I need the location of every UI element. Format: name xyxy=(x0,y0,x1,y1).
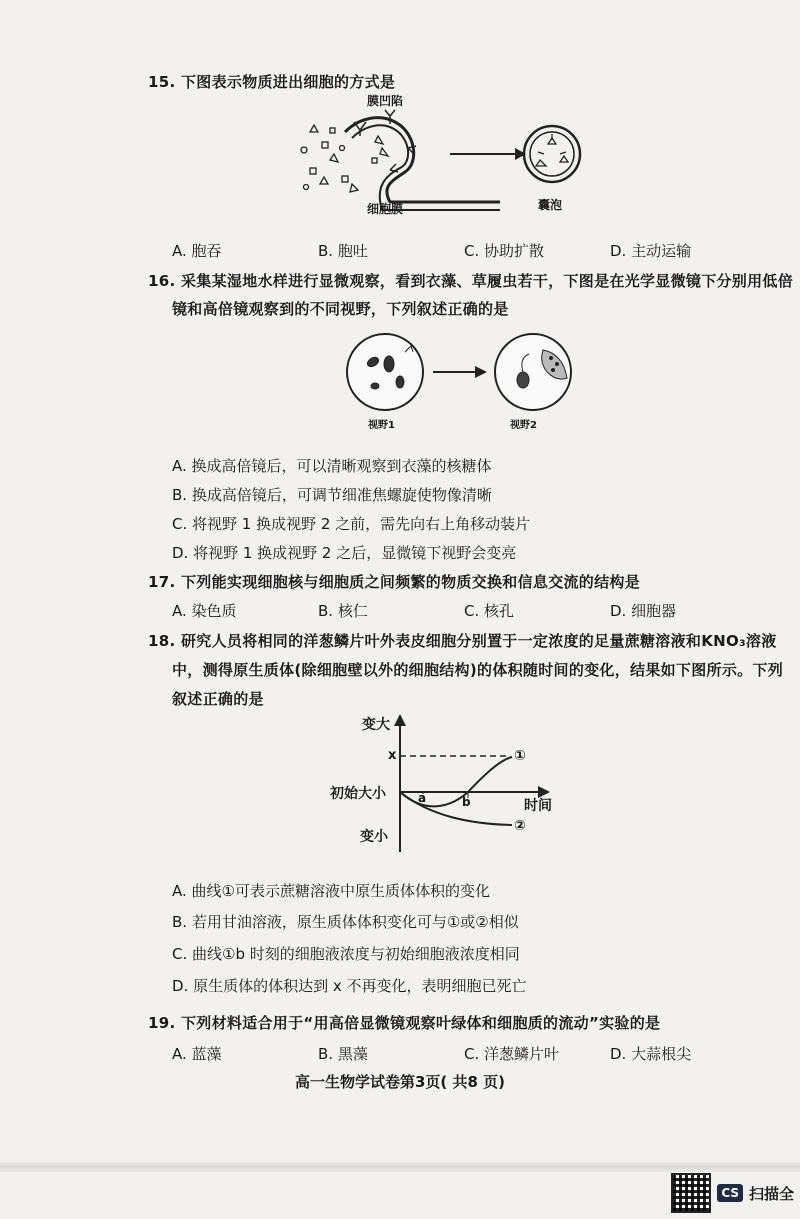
q17-option-d: D. 细胞器 xyxy=(610,602,677,620)
graph-point-b: b xyxy=(462,795,471,809)
graph-point-a: a xyxy=(418,791,427,805)
graph-x-axis: 时间 xyxy=(524,798,552,814)
scanner-watermark xyxy=(671,1173,794,1213)
page-footer: 高一生物学试卷第3页( 共8 页) xyxy=(294,1073,506,1091)
q18-stem-3: 叙述正确的是 xyxy=(172,690,264,708)
q16-option-b: B. 换成高倍镜后，可调节细准焦螺旋使物像清晰 xyxy=(172,486,492,504)
scan-edge xyxy=(0,1162,800,1172)
graph-curve2-label: ② xyxy=(514,818,526,834)
q19-option-d: D. 大蒜根尖 xyxy=(610,1045,692,1063)
qr-code-icon xyxy=(671,1173,711,1213)
q18-option-b: B. 若用甘油溶液，原生质体体积变化可与①或②相似 xyxy=(172,913,519,931)
q16-option-c: C. 将视野 1 换成视野 2 之前，需先向右上角移动装片 xyxy=(172,515,531,533)
q15-option-b: B. 胞吐 xyxy=(318,242,368,260)
label-membrane: 细胞膜 xyxy=(367,202,404,216)
graph-x-mark: x xyxy=(388,748,397,763)
q16-option-d: D. 将视野 1 换成视野 2 之后，显微镜下视野会变亮 xyxy=(172,544,517,562)
q16-option-a: A. 换成高倍镜后，可以清晰观察到衣藻的核糖体 xyxy=(172,457,492,475)
scanner-text: 扫描全 xyxy=(748,1184,794,1203)
q18-stem-1: 18. 研究人员将相同的洋葱鳞片叶外表皮细胞分别置于一定浓度的足量蔗糖溶液和KNO₃溶液 xyxy=(148,632,777,650)
label-view1: 视野1 xyxy=(368,420,395,431)
q19-option-c: C. 洋葱鳞片叶 xyxy=(464,1045,560,1063)
q17-stem: 17. 下列能实现细胞核与细胞质之间频繁的物质交换和信息交流的结构是 xyxy=(148,573,640,591)
q17-option-c: C. 核孔 xyxy=(464,602,515,620)
q19-stem: 19. 下列材料适合用于“用高倍显微镜观察叶绿体和细胞质的流动”实验的是 xyxy=(148,1014,661,1032)
label-pit: 膜凹陷 xyxy=(367,94,404,108)
q15-stem: 15. 下图表示物质进出细胞的方式是 xyxy=(148,73,396,91)
q15-option-d: D. 主动运输 xyxy=(610,242,692,260)
q16-figure xyxy=(345,330,575,430)
q17-option-a: A. 染色质 xyxy=(172,602,237,620)
label-vesicle: 囊泡 xyxy=(538,198,563,212)
q17-option-b: B. 核仁 xyxy=(318,602,368,620)
label-view2: 视野2 xyxy=(510,420,537,431)
q15-option-a: A. 胞吞 xyxy=(172,242,222,260)
q18-option-a: A. 曲线①可表示蔗糖溶液中原生质体体积的变化 xyxy=(172,882,490,900)
q16-stem-1: 16. 采集某湿地水样进行显微观察，看到衣藻、草履虫若干，下图是在光学显微镜下分别用低倍 xyxy=(148,272,793,290)
q18-stem-2: 中，测得原生质体(除细胞壁以外的细胞结构)的体积随时间的变化，结果如下图所示。下列 xyxy=(172,661,784,679)
q16-stem-2: 镜和高倍镜观察到的不同视野，下列叙述正确的是 xyxy=(172,300,509,318)
camscanner-badge: CS xyxy=(717,1184,743,1202)
graph-initial: 初始大小 xyxy=(330,786,386,802)
graph-y-bottom: 变小 xyxy=(360,829,388,845)
q19-option-a: A. 蓝藻 xyxy=(172,1045,222,1063)
q18-option-c: C. 曲线①b 时刻的细胞液浓度与初始细胞液浓度相同 xyxy=(172,945,520,963)
graph-y-top: 变大 xyxy=(362,717,390,733)
q19-option-b: B. 黑藻 xyxy=(318,1045,368,1063)
graph-curve1-label: ① xyxy=(514,748,526,764)
q18-option-d: D. 原生质体的体积达到 x 不再变化，表明细胞已死亡 xyxy=(172,977,527,995)
q15-option-c: C. 协助扩散 xyxy=(464,242,545,260)
